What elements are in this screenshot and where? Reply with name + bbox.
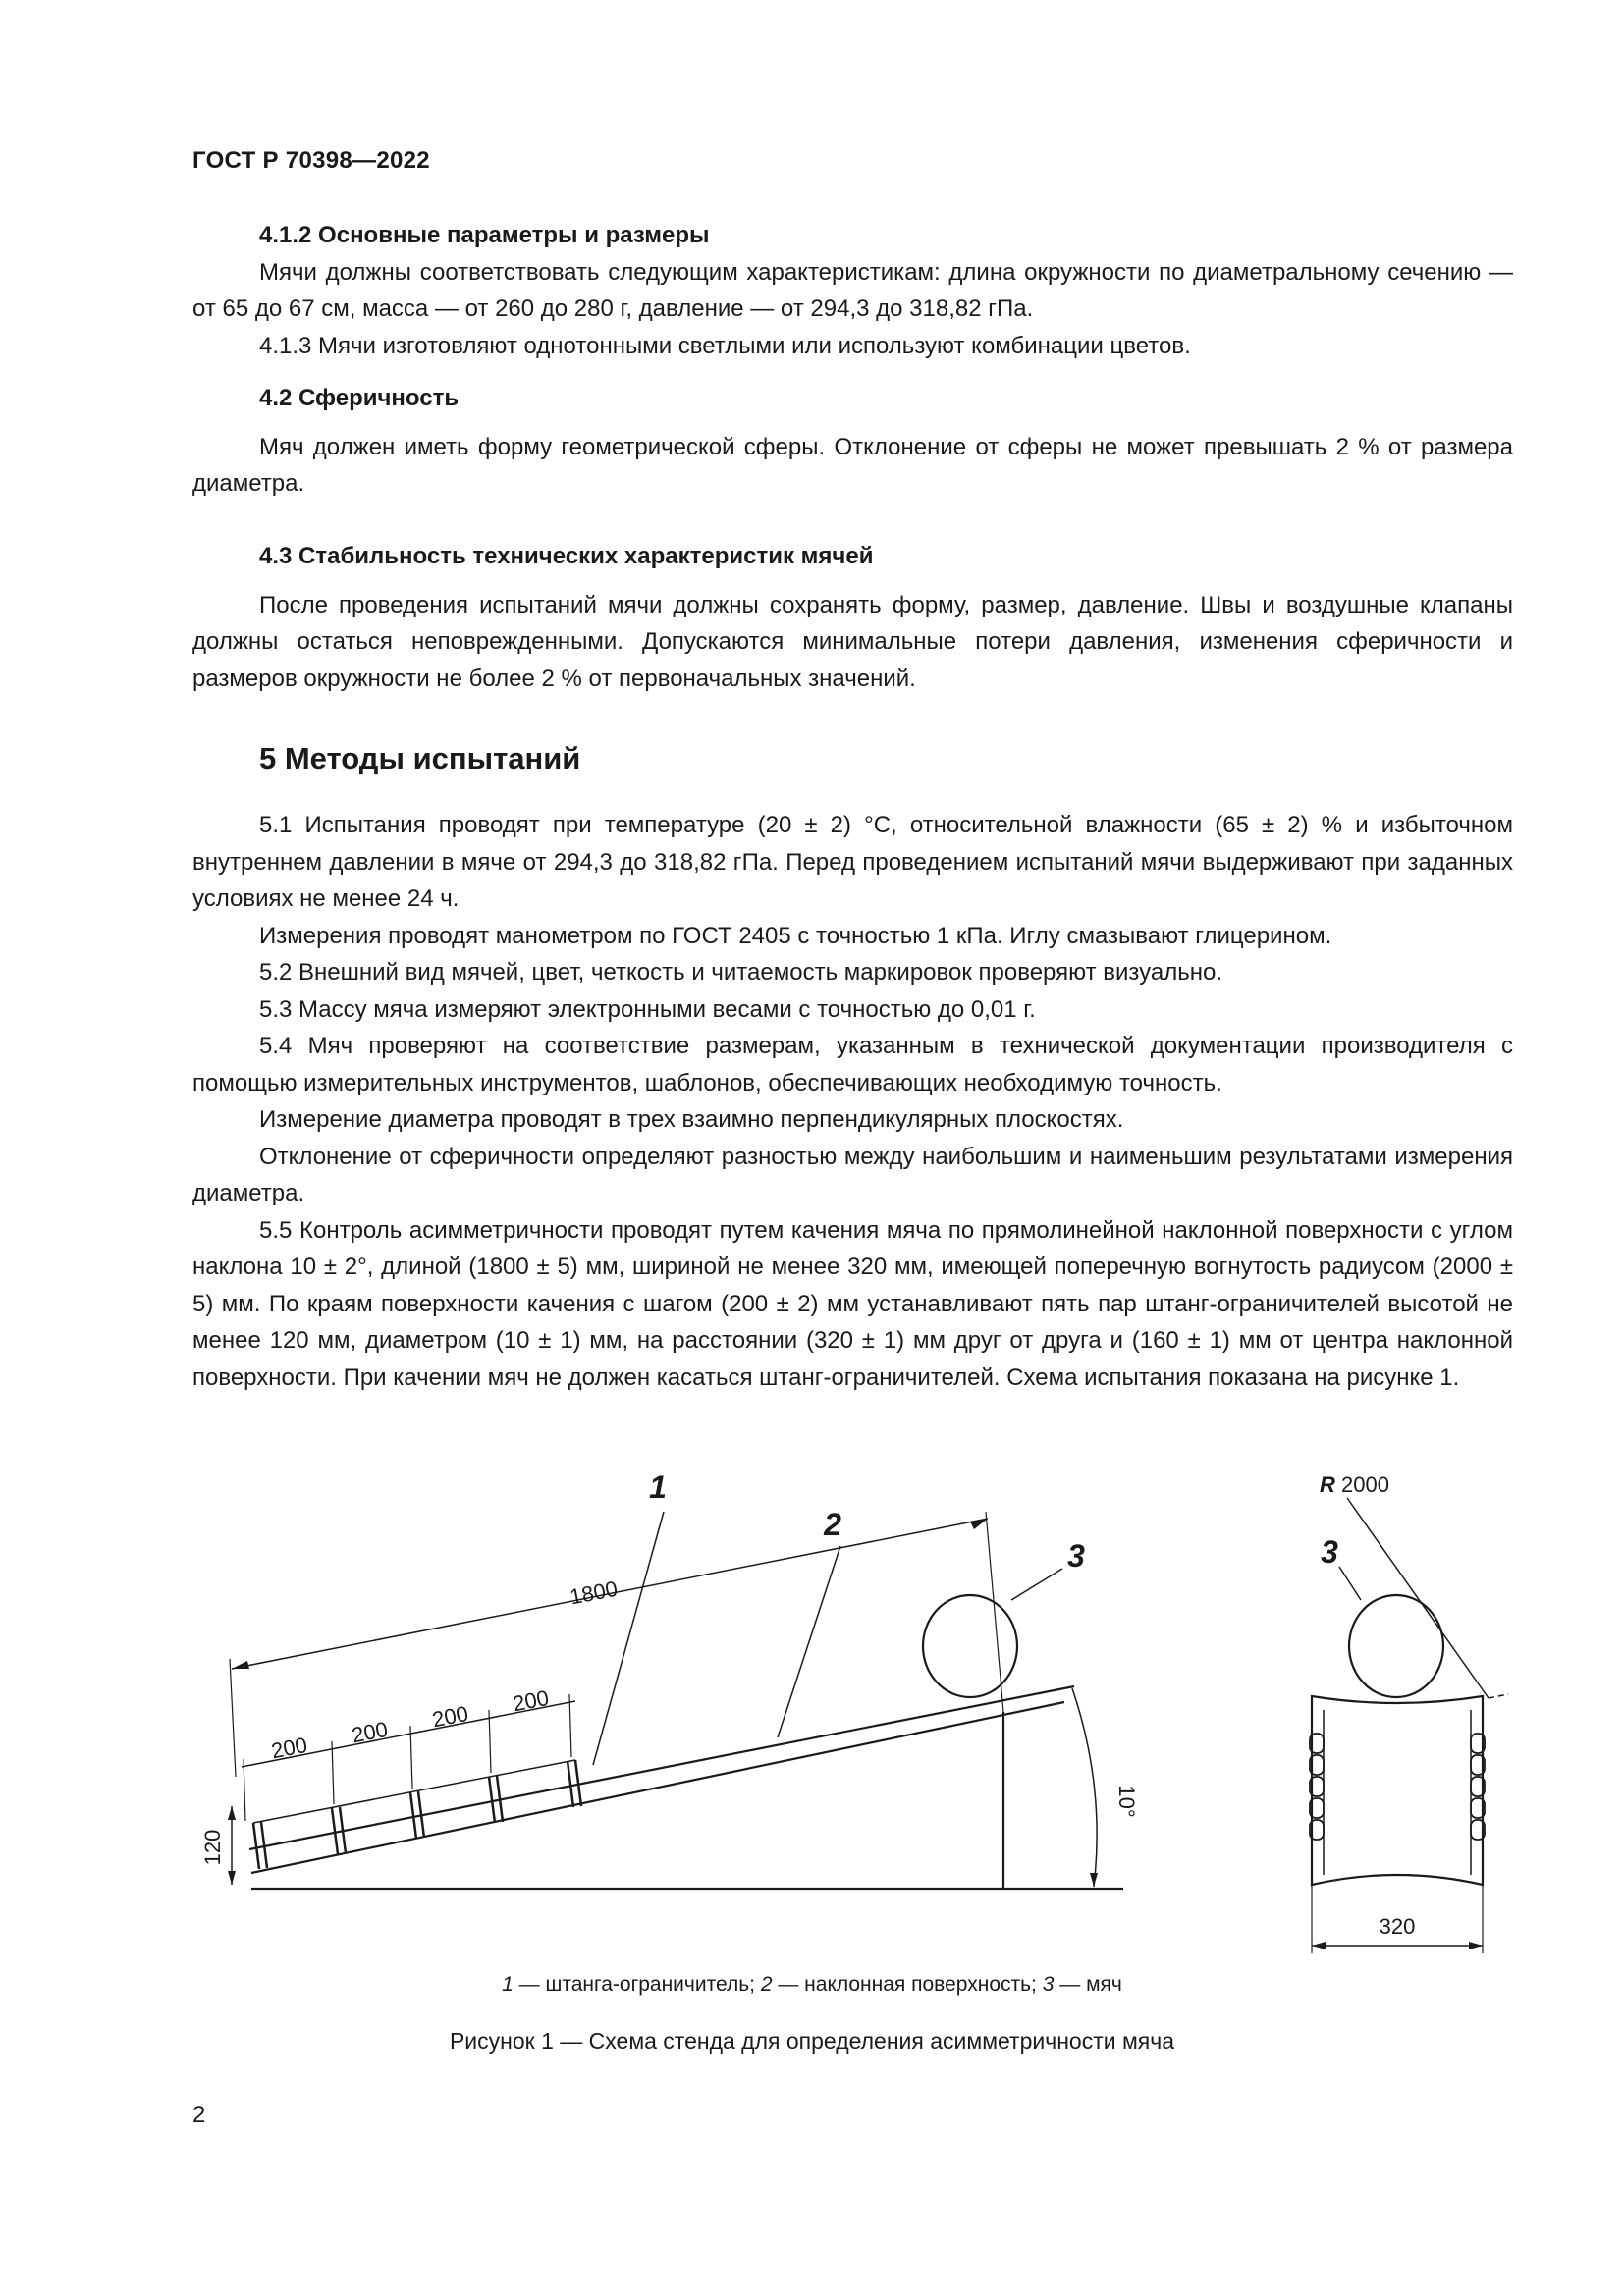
- radius-prefix: R: [1320, 1472, 1335, 1497]
- arrow: [228, 1806, 236, 1820]
- dim-200-label-1: 200: [269, 1732, 309, 1764]
- dim-tick: [489, 1710, 491, 1773]
- section-5: [192, 740, 1513, 777]
- arrow: [970, 1519, 988, 1529]
- section-4-2: [192, 380, 1513, 503]
- dim-tick: [332, 1741, 334, 1804]
- arrow: [1469, 1942, 1483, 1949]
- paragraph-5-3: 5.3 Массу мяча измеряют электронными весами с точностью до 0,01 г.: [259, 995, 1036, 1023]
- leader-3: [1011, 1569, 1062, 1600]
- front-rods: [1310, 1734, 1485, 1840]
- paragraph-5-5: 5.5 Контроль асимметричности проводят путем качения мяча по прямолинейной наклонной поверхности с углом наклона 10 ± 2°, длиной (1800 ± 5) мм, шириной не менее 320 мм, имеющей поперечную вогнутость радиусом (2000 ± 5) мм. По краям поверхности качения с шагом (200 ± 2) мм устанавливают пять пар штанг-ограничителей высотой не менее 120 мм, диаметром (10 ± 1) мм, на расстоянии (320 ± 1) мм друг от друга и (160 ± 1) мм от центра наклонной поверхности. При качении мяч не должен касаться штанг-ограничителей. Схема испытания показана на рисунке 1.: [192, 1216, 1513, 1391]
- legend-num-1: 1: [502, 1973, 514, 1996]
- section-4-1-2-title: 4.1.2 Основные параметры и размеры: [259, 222, 710, 248]
- callout-1: 1: [649, 1469, 667, 1505]
- dim-200-label-4: 200: [511, 1684, 551, 1717]
- inclined-surface-top: [249, 1686, 1074, 1849]
- radius-leader-dash: [1489, 1694, 1508, 1698]
- legend-text-2: — наклонная поверхность;: [772, 1973, 1043, 1996]
- ball-side-view: [923, 1595, 1017, 1697]
- radius-label: [1320, 1472, 1389, 1497]
- legend-num-3: 3: [1042, 1973, 1055, 1996]
- standard-header: ГОСТ Р 70398—2022: [192, 147, 430, 174]
- front-frame: [1312, 1696, 1483, 1885]
- rod: [489, 1777, 495, 1823]
- paragraph-5-1-manometer: Измерения проводят манометром по ГОСТ 2405 с точностью 1 кПа. Иглу смазывают глицерином.: [259, 922, 1332, 949]
- arrow: [228, 1871, 236, 1885]
- leader-2: [778, 1546, 840, 1737]
- legend-text-3: — мяч: [1054, 1973, 1122, 1996]
- section-4-2-title: 4.2 Сферичность: [259, 385, 460, 411]
- dim-200-label-2: 200: [350, 1716, 390, 1748]
- paragraph-5-2: 5.2 Внешний вид мячей, цвет, четкость и читаемость маркировок проверяют визуально.: [259, 959, 1222, 986]
- section-4-1-2-text: Мячи должны соответствовать следующим характеристикам: длина окружности по диаметральному сечению — от 65 до 67 см, масса — от 260 до 280 г, давление — от 294,3 до 318,82 гПа.: [192, 258, 1513, 322]
- dim-tick: [244, 1759, 245, 1821]
- section-4-2-text: Мяч должен иметь форму геометрической сферы. Отклонение от сферы не может превышать 2 % от размера диаметра.: [192, 433, 1513, 497]
- legend-num-2: 2: [760, 1973, 773, 1996]
- section-4-1-3-text: 4.1.3 Мячи изготовляют однотонными светлыми или используют комбинации цветов.: [259, 332, 1191, 359]
- dim-200-label-3: 200: [430, 1700, 470, 1733]
- section-5-body: [192, 807, 1513, 1396]
- dim-320-label: 320: [1379, 1914, 1416, 1939]
- arrow: [1090, 1873, 1098, 1887]
- leader-1: [593, 1512, 664, 1765]
- page-number: 2: [192, 2102, 206, 2128]
- dim-angle-label: 10°: [1114, 1785, 1139, 1818]
- section-4-1-2: [192, 217, 1513, 364]
- dim-ext: [986, 1512, 1003, 1712]
- section-5-title: 5 Методы испытаний: [259, 741, 581, 775]
- rod: [253, 1823, 259, 1869]
- figure-1: [192, 1453, 1513, 1983]
- dim-120-label: 120: [200, 1829, 225, 1866]
- figure-caption: Рисунок 1 — Схема стенда для определения асимметричности мяча: [449, 2028, 1175, 2054]
- dim-tick: [410, 1726, 412, 1789]
- callout-3-front: 3: [1321, 1534, 1338, 1570]
- callout-2: 2: [824, 1507, 841, 1542]
- paragraph-5-4-diameter: Измерение диаметра проводят в трех взаимно перпендикулярных плоскостях.: [259, 1106, 1124, 1133]
- angle-arc: [1072, 1688, 1097, 1887]
- callout-3-side: 3: [1067, 1538, 1085, 1574]
- section-4-3: [192, 538, 1513, 697]
- arrow: [232, 1661, 249, 1669]
- paragraph-5-4: 5.4 Мяч проверяют на соответствие размерам, указанным в технической документации производителя с помощью измерительных инструментов, шаблонов, обеспечивающих необходимую точность.: [192, 1033, 1513, 1096]
- test-stand-diagram: [192, 1453, 1513, 1983]
- paragraph-5-4-sphericity: Отклонение от сферичности определяют разностью между наибольшим и наименьшим результатами измерения диаметра.: [192, 1143, 1513, 1206]
- dim-1800-label: 1800: [568, 1575, 620, 1610]
- radius-value: 2000: [1341, 1472, 1389, 1497]
- paragraph-5-1: 5.1 Испытания проводят при температуре (20 ± 2) °С, относительной влажности (65 ± 2) % и избыточном внутреннем давлении в мяче от 294,3 до 318,82 гПа. Перед проведением испытаний мячи выдерживают при заданных условиях не менее 24 ч.: [192, 812, 1513, 912]
- figure-legend: [0, 1973, 1624, 1997]
- rod: [568, 1761, 573, 1807]
- leader-3-front: [1339, 1567, 1361, 1600]
- section-4-3-title: 4.3 Стабильность технических характеристик мячей: [259, 543, 874, 569]
- ball-front-view: [1349, 1595, 1443, 1697]
- radius-leader: [1347, 1498, 1489, 1698]
- arrow: [1312, 1942, 1326, 1949]
- dim-ext: [230, 1659, 236, 1777]
- rod-top-rail: [253, 1760, 575, 1823]
- legend-text-1: — штанга-ограничитель;: [513, 1973, 761, 1996]
- section-4-3-text: После проведения испытаний мячи должны сохранять форму, размер, давление. Швы и воздушные клапаны должны остаться неповрежденными. Допускаются минимальные потери давления, изменения сферичности и размеров окружности не более 2 % от первоначальных значений.: [192, 591, 1513, 692]
- dim-tick: [569, 1694, 571, 1757]
